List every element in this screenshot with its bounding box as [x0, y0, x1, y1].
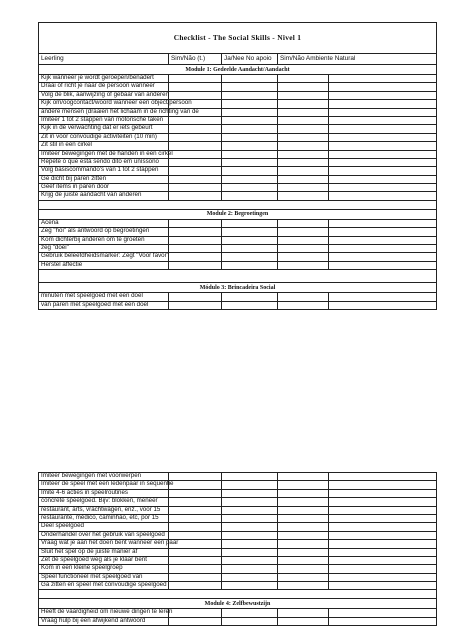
spacer-row — [39, 590, 437, 599]
checklist-row — [39, 261, 437, 269]
skill-label: van paren met speelgoed met een doel — [39, 301, 169, 309]
check-cell[interactable] — [329, 540, 437, 548]
check-cell[interactable] — [169, 142, 222, 150]
skill-label: Zeg "hoi" als antwoord op begroetingen — [39, 228, 169, 236]
check-cell[interactable] — [222, 108, 278, 116]
check-cell[interactable] — [222, 489, 278, 497]
skill-label: Krijg de juiste aandacht van anderen — [39, 192, 169, 200]
check-cell[interactable] — [278, 582, 329, 590]
check-cell[interactable] — [329, 236, 437, 244]
check-cell[interactable] — [329, 301, 437, 309]
check-cell[interactable] — [278, 133, 329, 141]
check-cell[interactable] — [169, 573, 222, 581]
column-header-student: Leerling — [39, 54, 169, 65]
skill-label: Zit stil in een cirkel — [39, 142, 169, 150]
check-cell[interactable] — [329, 573, 437, 581]
check-cell[interactable] — [222, 236, 278, 244]
check-cell[interactable] — [222, 142, 278, 150]
check-cell[interactable] — [169, 301, 222, 309]
checklist-row — [39, 498, 437, 506]
check-cell[interactable] — [278, 573, 329, 581]
skill-label: Onderhandel over het gebruik van speelgoed — [39, 531, 169, 539]
check-cell[interactable] — [169, 167, 222, 175]
skill-label: concrete speelgoed. Bijv: blokken, meneer — [39, 498, 169, 506]
check-cell[interactable] — [278, 83, 329, 91]
check-cell[interactable] — [169, 236, 222, 244]
check-cell[interactable] — [169, 261, 222, 269]
skill-label: Zit in voor convoudige activiteiten (10 min) — [39, 133, 169, 141]
check-cell[interactable] — [222, 184, 278, 192]
check-cell[interactable] — [329, 617, 437, 625]
skill-label: Repete o que está sendo dito em uníssono — [39, 158, 169, 166]
checklist-row — [39, 565, 437, 573]
check-cell[interactable] — [329, 609, 437, 617]
check-cell[interactable] — [329, 108, 437, 116]
skill-label: Acena — [39, 219, 169, 227]
check-cell[interactable] — [278, 617, 329, 625]
check-cell[interactable] — [222, 609, 278, 617]
check-cell[interactable] — [329, 245, 437, 253]
skill-label: minuten met speelgoed met een doel — [39, 293, 169, 301]
module-title: Module 2: Begroetingen — [39, 209, 437, 219]
skill-label: Draai of richt je naar de persoon wanneer — [39, 83, 169, 91]
check-cell[interactable] — [169, 617, 222, 625]
check-cell[interactable] — [278, 158, 329, 166]
check-cell[interactable] — [329, 556, 437, 564]
check-cell[interactable] — [169, 582, 222, 590]
check-cell[interactable] — [329, 167, 437, 175]
check-cell[interactable] — [278, 192, 329, 200]
column-header-yes-no: Sim/Não (t.) — [169, 54, 222, 65]
skill-label: Vraag wat je aan het doen bent wanneer een paar — [39, 540, 169, 548]
check-cell[interactable] — [222, 301, 278, 309]
skill-label: Imiteer bewegingen met de handen in een cirkel — [39, 150, 169, 158]
skill-label: restaurant, arts, vrachtwagen, enz., voor 15 — [39, 506, 169, 514]
check-cell[interactable] — [222, 192, 278, 200]
skill-label: andere mensen (draaien het lichaam in de richting van de — [39, 108, 169, 116]
check-cell[interactable] — [329, 523, 437, 531]
skill-label: Speel functioneel met speelgoed van — [39, 573, 169, 581]
spacer-row — [39, 270, 437, 283]
check-cell[interactable] — [278, 91, 329, 99]
check-cell[interactable] — [329, 481, 437, 489]
check-cell[interactable] — [329, 293, 437, 301]
checklist-row — [39, 100, 437, 108]
check-cell[interactable] — [222, 100, 278, 108]
skill-label: Heeft de vaardigheid om nieuwe dingen te leren — [39, 609, 169, 617]
check-cell[interactable] — [278, 219, 329, 227]
spacer-row — [39, 200, 437, 209]
skill-label: Herstel affectie — [39, 261, 169, 269]
check-cell[interactable] — [169, 228, 222, 236]
check-cell[interactable] — [278, 556, 329, 564]
check-cell[interactable] — [329, 184, 437, 192]
check-cell[interactable] — [278, 175, 329, 183]
checklist-row — [39, 236, 437, 244]
column-header-no-support: Ja/Nee No apoio — [222, 54, 278, 65]
check-cell[interactable] — [169, 514, 222, 522]
page-title: Checklist - The Social Skills - Nivel 1 — [39, 23, 437, 54]
skill-label: Kijk wanneer je wordt geroepen/benadert — [39, 75, 169, 83]
module-title: Module 1: Gedeelde Aandacht/Aandacht — [39, 65, 437, 75]
checklist-row — [39, 523, 437, 531]
check-cell[interactable] — [169, 245, 222, 253]
check-cell[interactable] — [169, 192, 222, 200]
check-cell[interactable] — [169, 565, 222, 573]
module-header-row — [39, 599, 437, 609]
check-cell[interactable] — [329, 125, 437, 133]
check-cell[interactable] — [278, 293, 329, 301]
check-cell[interactable] — [278, 514, 329, 522]
check-cell[interactable] — [329, 514, 437, 522]
check-cell[interactable] — [222, 133, 278, 141]
check-cell[interactable] — [329, 261, 437, 269]
check-cell[interactable] — [222, 150, 278, 158]
check-cell[interactable] — [278, 609, 329, 617]
check-cell[interactable] — [222, 540, 278, 548]
check-cell[interactable] — [222, 523, 278, 531]
check-cell[interactable] — [169, 523, 222, 531]
check-cell[interactable] — [278, 489, 329, 497]
module-title: Módulo 3: Brincadeira Social — [39, 283, 437, 293]
check-cell[interactable] — [222, 158, 278, 166]
check-cell[interactable] — [329, 75, 437, 83]
check-cell[interactable] — [169, 83, 222, 91]
check-cell[interactable] — [222, 582, 278, 590]
checklist-row — [39, 133, 437, 141]
check-cell[interactable] — [169, 473, 222, 481]
module-header-row — [39, 283, 437, 293]
skill-label: Kijk in de verwachting dat er iets gebeurt — [39, 125, 169, 133]
check-cell[interactable] — [278, 245, 329, 253]
checklist-row — [39, 617, 437, 625]
checklist-sheet — [38, 22, 436, 310]
check-cell[interactable] — [329, 548, 437, 556]
check-cell[interactable] — [329, 133, 437, 141]
check-cell[interactable] — [278, 108, 329, 116]
check-cell[interactable] — [222, 175, 278, 183]
check-cell[interactable] — [169, 293, 222, 301]
check-cell[interactable] — [222, 531, 278, 539]
module-header-row — [39, 65, 437, 75]
checklist-row — [39, 582, 437, 590]
check-cell[interactable] — [278, 506, 329, 514]
check-cell[interactable] — [222, 116, 278, 124]
checklist-row — [39, 301, 437, 309]
check-cell[interactable] — [278, 523, 329, 531]
check-cell[interactable] — [169, 506, 222, 514]
check-cell[interactable] — [329, 83, 437, 91]
check-cell[interactable] — [169, 184, 222, 192]
check-cell[interactable] — [169, 150, 222, 158]
skill-label: Imiteer de speel met een ledenpaar in sequentie — [39, 481, 169, 489]
checklist-table — [38, 22, 437, 310]
check-cell[interactable] — [329, 192, 437, 200]
check-cell[interactable] — [329, 506, 437, 514]
check-cell[interactable] — [222, 548, 278, 556]
check-cell[interactable] — [329, 100, 437, 108]
check-cell[interactable] — [329, 91, 437, 99]
check-cell[interactable] — [222, 219, 278, 227]
check-cell[interactable] — [222, 75, 278, 83]
check-cell[interactable] — [169, 489, 222, 497]
check-cell[interactable] — [329, 489, 437, 497]
check-cell[interactable] — [329, 531, 437, 539]
skill-label: Zet de speelgoed weg als je klaar bent — [39, 556, 169, 564]
check-cell[interactable] — [329, 565, 437, 573]
check-cell[interactable] — [329, 142, 437, 150]
check-cell[interactable] — [329, 219, 437, 227]
check-cell[interactable] — [222, 245, 278, 253]
check-cell[interactable] — [169, 75, 222, 83]
checklist-row — [39, 167, 437, 175]
check-cell[interactable] — [278, 142, 329, 150]
check-cell[interactable] — [222, 506, 278, 514]
check-cell[interactable] — [169, 125, 222, 133]
check-cell[interactable] — [278, 481, 329, 489]
check-cell[interactable] — [278, 548, 329, 556]
checklist-row — [39, 142, 437, 150]
column-header-natural-environment: Sim/Não Ambiente Natural — [278, 54, 437, 65]
module-title: Module 4: Zelfbewustzijn — [39, 599, 437, 609]
skill-label: restaurante, médico, caminhão, etc, por 15 — [39, 514, 169, 522]
checklist-row — [39, 192, 437, 200]
check-cell[interactable] — [169, 548, 222, 556]
check-cell[interactable] — [278, 261, 329, 269]
check-cell[interactable] — [329, 150, 437, 158]
check-cell[interactable] — [169, 116, 222, 124]
check-cell[interactable] — [222, 481, 278, 489]
check-cell[interactable] — [222, 293, 278, 301]
check-cell[interactable] — [222, 565, 278, 573]
check-cell[interactable] — [278, 540, 329, 548]
checklist-row — [39, 125, 437, 133]
check-cell[interactable] — [222, 253, 278, 261]
skill-label: Imite 4-6 acties in speelroutines — [39, 489, 169, 497]
check-cell[interactable] — [329, 473, 437, 481]
check-cell[interactable] — [278, 116, 329, 124]
skill-label: Imiteer bewegingen met voorwerpen — [39, 473, 169, 481]
check-cell[interactable] — [222, 617, 278, 625]
checklist-row — [39, 228, 437, 236]
check-cell[interactable] — [278, 75, 329, 83]
check-cell[interactable] — [169, 175, 222, 183]
checklist-row — [39, 253, 437, 261]
skill-label: Volg basiscommando's van 1 tot 2 stappen — [39, 167, 169, 175]
skill-label: Deel speelgoed — [39, 523, 169, 531]
check-cell[interactable] — [222, 261, 278, 269]
check-cell[interactable] — [278, 125, 329, 133]
skill-label: Gebruik beleefdheidsmarker: Zegt "Voor favor" — [39, 253, 169, 261]
check-cell[interactable] — [222, 514, 278, 522]
check-cell[interactable] — [169, 158, 222, 166]
check-cell[interactable] — [278, 100, 329, 108]
skill-label: Imiteer 1 tot 2 stappen van motorische taken — [39, 116, 169, 124]
checklist-row — [39, 540, 437, 548]
skill-label: Kom dichterbij anderen om te groeten — [39, 236, 169, 244]
check-cell[interactable] — [222, 228, 278, 236]
check-cell[interactable] — [278, 150, 329, 158]
check-cell[interactable] — [278, 565, 329, 573]
check-cell[interactable] — [329, 158, 437, 166]
check-cell[interactable] — [169, 481, 222, 489]
check-cell[interactable] — [169, 609, 222, 617]
check-cell[interactable] — [329, 582, 437, 590]
skill-label: zeg "doei" — [39, 245, 169, 253]
check-cell[interactable] — [222, 125, 278, 133]
skill-label: Ga zitten en speel met convoudige speelgoed — [39, 582, 169, 590]
check-cell[interactable] — [222, 573, 278, 581]
check-cell[interactable] — [169, 498, 222, 506]
checklist-lower-section — [38, 472, 436, 626]
check-cell[interactable] — [278, 228, 329, 236]
check-cell[interactable] — [222, 91, 278, 99]
check-cell[interactable] — [222, 473, 278, 481]
check-cell[interactable] — [278, 167, 329, 175]
skill-label: Kijk om/oogcontact/woord wanneer een object/persoon — [39, 100, 169, 108]
check-cell[interactable] — [169, 556, 222, 564]
check-cell[interactable] — [222, 167, 278, 175]
check-cell[interactable] — [329, 116, 437, 124]
skill-label: Kom in een kleine speelgroep — [39, 565, 169, 573]
check-cell[interactable] — [222, 498, 278, 506]
check-cell[interactable] — [278, 236, 329, 244]
checklist-row — [39, 514, 437, 522]
skill-label: Sluit het spel op de juiste manier af — [39, 548, 169, 556]
check-cell[interactable] — [329, 228, 437, 236]
checklist-row — [39, 293, 437, 301]
check-cell[interactable] — [278, 531, 329, 539]
check-cell[interactable] — [278, 184, 329, 192]
check-cell[interactable] — [278, 253, 329, 261]
check-cell[interactable] — [329, 253, 437, 261]
skill-label: Volg de blik, aanwijzing of gebaar van anderen — [39, 91, 169, 99]
check-cell[interactable] — [329, 498, 437, 506]
skill-label: Geef items in paren door — [39, 184, 169, 192]
check-cell[interactable] — [169, 133, 222, 141]
check-cell[interactable] — [169, 253, 222, 261]
check-cell[interactable] — [222, 556, 278, 564]
check-cell[interactable] — [169, 219, 222, 227]
skill-label: Ge dicht bij paren zitten — [39, 175, 169, 183]
check-cell[interactable] — [329, 175, 437, 183]
check-cell[interactable] — [278, 301, 329, 309]
skill-label: Vraag hulp bij een afwijkend antwoord — [39, 617, 169, 625]
check-cell[interactable] — [222, 83, 278, 91]
checklist-table-lower — [38, 472, 437, 626]
module-header-row — [39, 209, 437, 219]
check-cell[interactable] — [278, 473, 329, 481]
check-cell[interactable] — [278, 498, 329, 506]
